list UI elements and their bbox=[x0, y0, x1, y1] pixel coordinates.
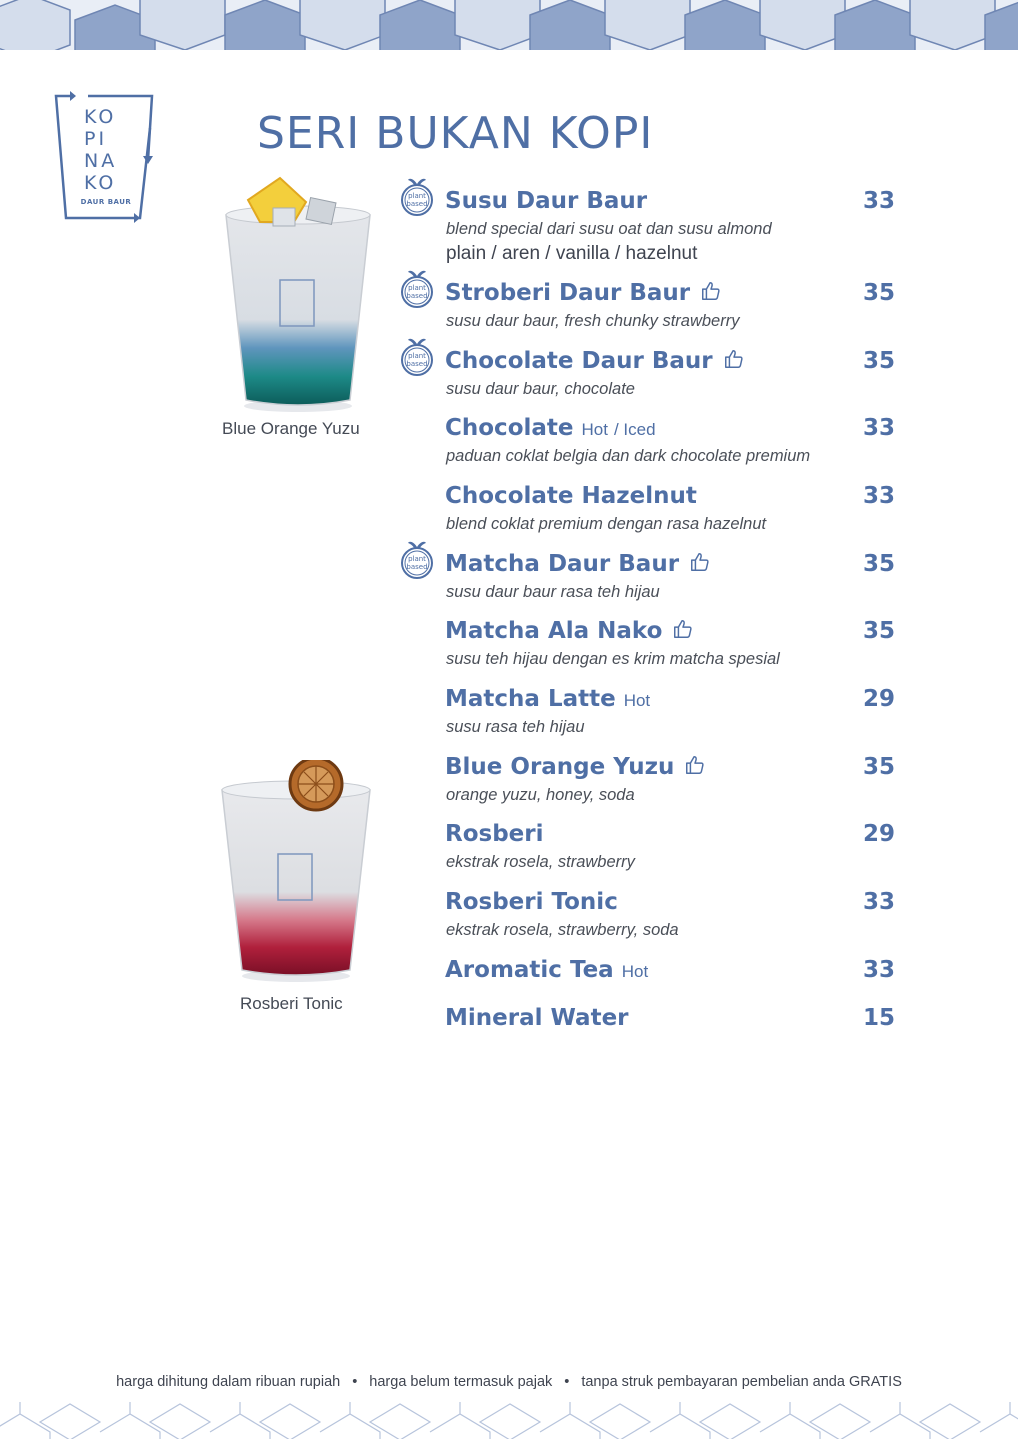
item-name: Chocolate Hazelnut bbox=[445, 483, 697, 509]
item-name-text: Matcha Latte bbox=[445, 686, 616, 712]
item-price: 33 bbox=[862, 483, 895, 509]
red-drink-cup-image bbox=[216, 760, 376, 985]
plant-badge-line: plant bbox=[408, 284, 426, 292]
logo-line: KO bbox=[84, 106, 117, 128]
item-description: susu daur baur, chocolate bbox=[446, 380, 635, 398]
item-name-text: Blue Orange Yuzu bbox=[445, 754, 675, 780]
plant-based-badge-icon bbox=[399, 176, 435, 216]
item-description: orange yuzu, honey, soda bbox=[446, 786, 635, 804]
item-description: blend special dari susu oat dan susu almond bbox=[446, 220, 772, 238]
page-title: SERI BUKAN KOPI bbox=[257, 108, 654, 159]
plant-badge-line: plant bbox=[408, 192, 426, 200]
item-price: 35 bbox=[862, 280, 895, 306]
item-name: Rosberi Tonic bbox=[445, 889, 618, 915]
item-name-text: Aromatic Tea bbox=[445, 957, 614, 983]
blue-drink-cup-image bbox=[218, 170, 378, 415]
item-name bbox=[445, 686, 650, 712]
item-name bbox=[445, 754, 706, 780]
thumbs-up-icon bbox=[723, 348, 745, 370]
item-name: Susu Daur Baur bbox=[445, 188, 648, 214]
plant-badge-line: plant bbox=[408, 555, 426, 563]
item-price: 33 bbox=[862, 957, 895, 983]
item-name: Mineral Water bbox=[445, 1005, 629, 1031]
item-description: susu daur baur rasa teh hijau bbox=[446, 583, 660, 601]
plant-based-badge-icon bbox=[399, 268, 435, 308]
isometric-outline-pattern bbox=[0, 1402, 1018, 1439]
plant-badge-line: based bbox=[406, 200, 428, 208]
plant-based-badge-icon bbox=[399, 539, 435, 579]
tag-hot: Hot bbox=[621, 962, 649, 981]
blue-orange-yuzu-photo bbox=[218, 170, 378, 415]
footer-note: harga dihitung dalam ribuan rupiah bbox=[116, 1374, 341, 1390]
item-price: 33 bbox=[862, 188, 895, 214]
item-description: paduan coklat belgia dan dark chocolate premium bbox=[446, 447, 811, 465]
logo-subtitle: DAUR BAUR bbox=[80, 198, 132, 206]
thumbs-up-icon bbox=[689, 551, 711, 573]
logo-line: NA bbox=[84, 150, 118, 172]
item-description: susu teh hijau dengan es krim matcha spesial bbox=[446, 650, 780, 668]
item-name-text: Chocolate bbox=[445, 415, 574, 441]
photo-caption-rosberi-tonic: Rosberi Tonic bbox=[240, 994, 343, 1013]
item-name: Rosberi bbox=[445, 821, 544, 847]
thumbs-up-icon bbox=[684, 754, 706, 776]
item-name bbox=[445, 618, 694, 644]
footer-note: tanpa struk pembayaran pembelian anda GRATIS bbox=[581, 1374, 902, 1390]
tag-iced: / Iced bbox=[613, 420, 656, 439]
kopinako-logo bbox=[48, 88, 160, 228]
logo-line: PI bbox=[84, 128, 108, 150]
item-description: susu rasa teh hijau bbox=[446, 718, 585, 736]
plant-badge-line: based bbox=[406, 563, 428, 571]
plant-badge-line: based bbox=[406, 360, 428, 368]
item-description: blend coklat premium dengan rasa hazelnut bbox=[446, 515, 767, 533]
rosberi-tonic-photo bbox=[216, 760, 376, 985]
item-price: 35 bbox=[862, 348, 895, 374]
photo-caption-blue-orange-yuzu: Blue Orange Yuzu bbox=[222, 419, 360, 438]
thumbs-up-icon bbox=[672, 618, 694, 640]
item-name bbox=[445, 957, 648, 983]
item-price: 15 bbox=[862, 1005, 895, 1031]
item-name-text: Matcha Ala Nako bbox=[445, 618, 663, 644]
footer-separator: • bbox=[564, 1374, 570, 1390]
footer-notes bbox=[0, 1374, 1018, 1390]
bottom-decorative-band bbox=[0, 1402, 1018, 1439]
item-variants: plain / aren / vanilla / hazelnut bbox=[446, 243, 698, 264]
item-name bbox=[445, 348, 745, 374]
item-description: ekstrak rosela, strawberry, soda bbox=[446, 921, 679, 939]
item-name bbox=[445, 551, 711, 577]
item-price: 29 bbox=[862, 821, 895, 847]
item-name-text: Matcha Daur Baur bbox=[445, 551, 680, 577]
tag-hot: Hot bbox=[581, 420, 608, 439]
item-description: susu daur baur, fresh chunky strawberry bbox=[446, 312, 740, 330]
item-price: 33 bbox=[862, 889, 895, 915]
item-name-text: Stroberi Daur Baur bbox=[445, 280, 691, 306]
footer-note: harga belum termasuk pajak bbox=[369, 1374, 553, 1390]
isometric-blocks-pattern bbox=[0, 0, 1018, 50]
item-price: 33 bbox=[862, 415, 895, 441]
item-name bbox=[445, 280, 722, 306]
item-price: 35 bbox=[862, 618, 895, 644]
plant-badge-line: based bbox=[406, 292, 428, 300]
plant-badge-line: plant bbox=[408, 352, 426, 360]
item-price: 35 bbox=[862, 551, 895, 577]
item-price: 29 bbox=[862, 686, 895, 712]
plant-based-badge-icon bbox=[399, 336, 435, 376]
item-price: 35 bbox=[862, 754, 895, 780]
logo-wordmark bbox=[84, 106, 134, 194]
top-decorative-band bbox=[0, 0, 1018, 50]
item-name bbox=[445, 415, 656, 441]
item-name-text: Chocolate Daur Baur bbox=[445, 348, 713, 374]
logo-line: KO bbox=[84, 172, 117, 194]
thumbs-up-icon bbox=[700, 280, 722, 302]
item-description: ekstrak rosela, strawberry bbox=[446, 853, 635, 871]
tag-hot: Hot bbox=[623, 691, 651, 710]
footer-separator: • bbox=[352, 1374, 358, 1390]
